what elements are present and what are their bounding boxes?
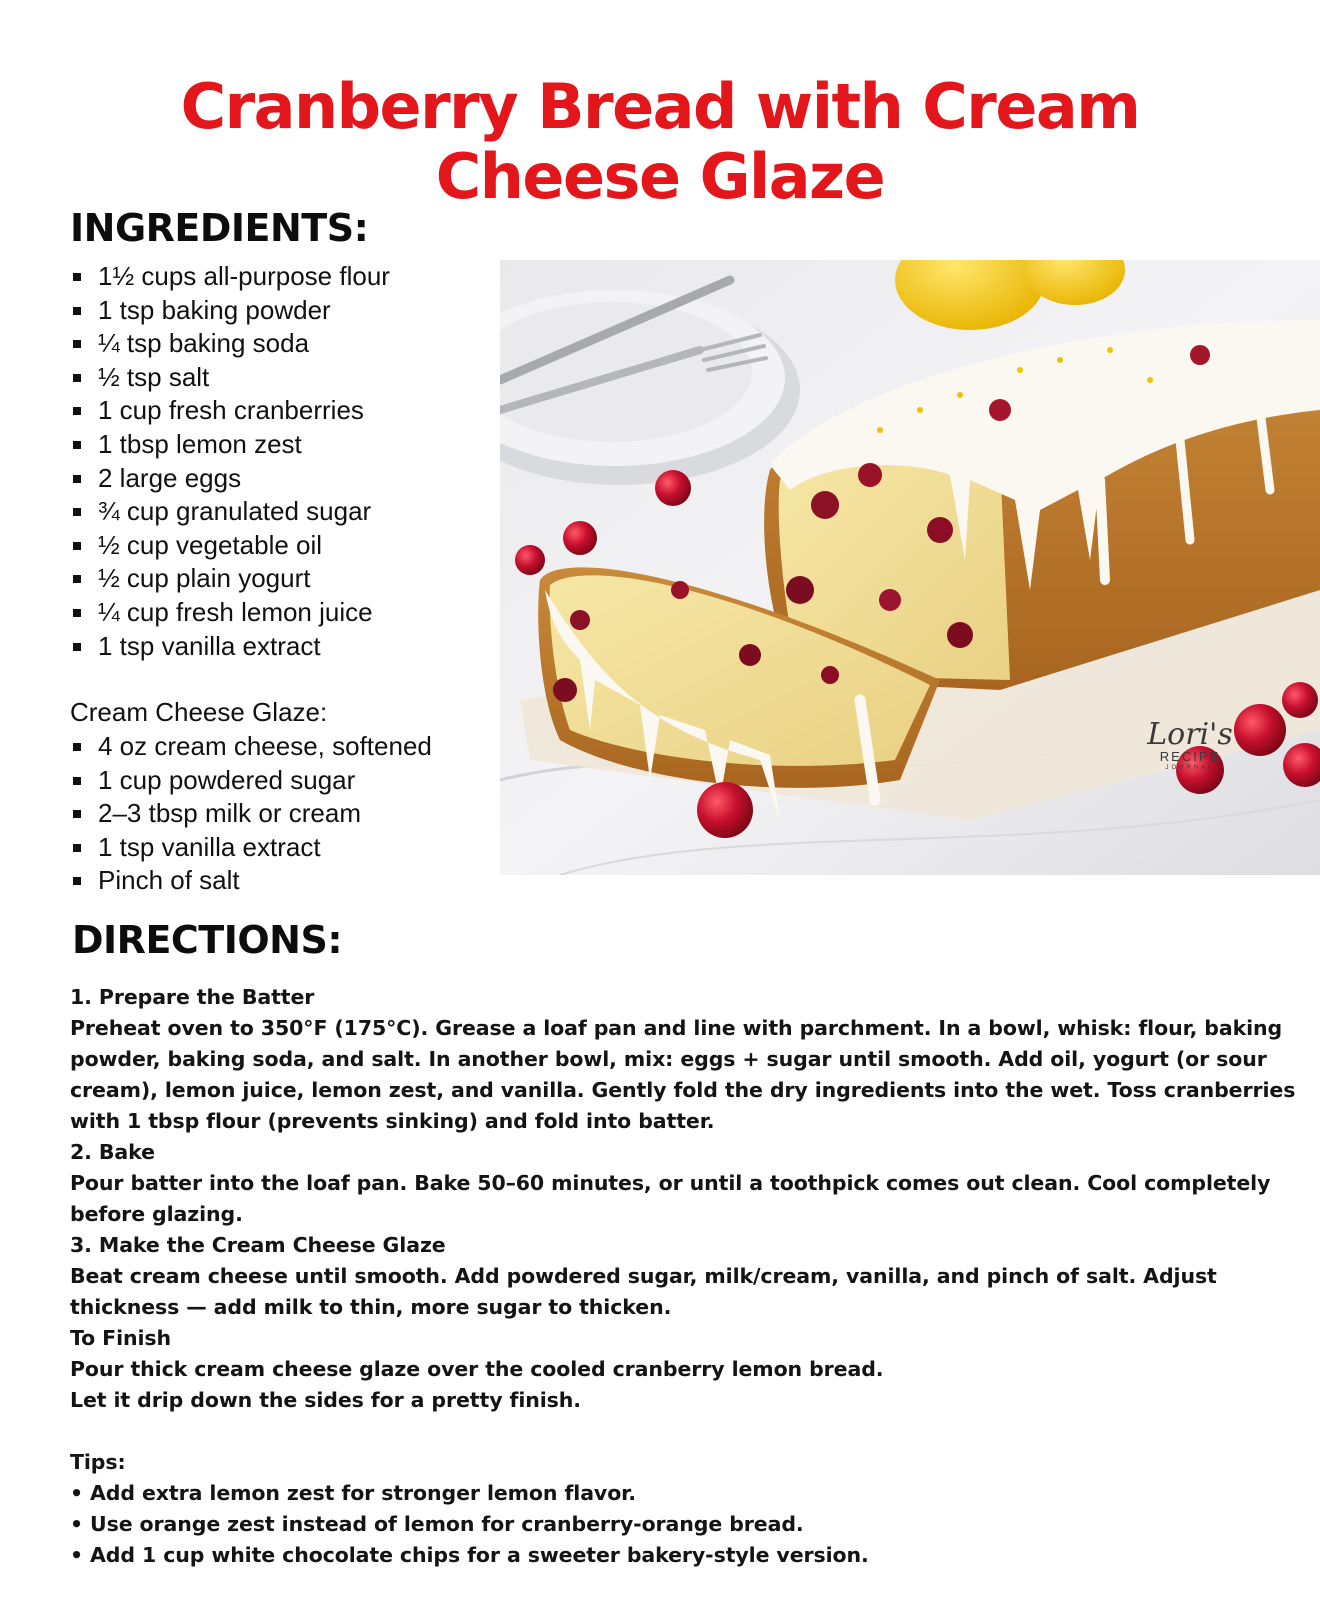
ingredient-item: 1 tsp baking powder — [70, 294, 390, 328]
directions-body — [70, 982, 1310, 1571]
ingredient-item: 2 large eggs — [70, 462, 390, 496]
glaze-ingredient-item: 4 oz cream cheese, softened — [70, 730, 432, 764]
finish-line: Let it drip down the sides for a pretty finish. — [70, 1388, 581, 1412]
ingredients-list — [70, 260, 390, 663]
ingredient-item: ½ cup vegetable oil — [70, 529, 390, 563]
step-title: 2. Bake — [70, 1140, 155, 1164]
tip-item: • Use orange zest instead of lemon for cranberry-orange bread. — [70, 1512, 804, 1536]
cranberry-bread-photo — [500, 260, 1320, 875]
step-title: 1. Prepare the Batter — [70, 985, 315, 1009]
spacer — [70, 1416, 1310, 1447]
glaze-ingredient-item: 2–3 tbsp milk or cream — [70, 797, 432, 831]
ingredient-item: 1 cup fresh cranberries — [70, 394, 390, 428]
watermark-tagline: JOURNAL — [1165, 765, 1215, 771]
ingredient-item: 1 tsp vanilla extract — [70, 630, 390, 664]
glaze-ingredients-list — [70, 730, 432, 898]
photo-illustration — [500, 260, 1320, 875]
step-text: Pour batter into the loaf pan. Bake 50–60 minutes, or until a toothpick comes out clean. Cool completely before glazing. — [70, 1171, 1271, 1226]
watermark-script: Lori's — [1147, 717, 1233, 752]
ingredients-heading: INGREDIENTS: — [70, 206, 369, 250]
watermark-subtitle: RECIPE — [1159, 749, 1221, 764]
glaze-ingredient-item: 1 cup powdered sugar — [70, 764, 432, 798]
tip-item: • Add extra lemon zest for stronger lemon flavor. — [70, 1481, 636, 1505]
finish-title: To Finish — [70, 1326, 172, 1350]
ingredient-item: ½ cup plain yogurt — [70, 562, 390, 596]
step-text: Preheat oven to 350°F (175°C). Grease a loaf pan and line with parchment. In a bowl, whisk: flour, baking powder, baking soda, and salt. In another bowl, mix: eggs + sugar until smooth. Add oil, yogurt (or sour cream), lemon juice, lemon zest, and vanilla. Gently fold the dry ingredients into the wet. Toss cranberries with 1 tbsp flour (prevents sinking) and fold into batter. — [70, 1016, 1296, 1133]
tips-title: Tips: — [70, 1450, 126, 1474]
ingredient-item: ¼ cup fresh lemon juice — [70, 596, 390, 630]
title-line-1: Cranberry Bread with Cream — [180, 70, 1140, 143]
directions-heading: DIRECTIONS: — [72, 918, 343, 962]
ingredient-item: 1 tbsp lemon zest — [70, 428, 390, 462]
ingredient-item: 1½ cups all-purpose flour — [70, 260, 390, 294]
brand-watermark — [1130, 717, 1250, 772]
ingredient-item: ½ tsp salt — [70, 361, 390, 395]
step-title: 3. Make the Cream Cheese Glaze — [70, 1233, 446, 1257]
step-text: Beat cream cheese until smooth. Add powdered sugar, milk/cream, vanilla, and pinch of salt. Adjust thickness — add milk to thin, more sugar to thicken. — [70, 1264, 1217, 1319]
ingredient-item: ¾ cup granulated sugar — [70, 495, 390, 529]
recipe-title — [80, 72, 1240, 212]
glaze-heading: Cream Cheese Glaze: — [70, 697, 328, 727]
tip-item: • Add 1 cup white chocolate chips for a sweeter bakery-style version. — [70, 1543, 869, 1567]
ingredient-item: ¼ tsp baking soda — [70, 327, 390, 361]
finish-line: Pour thick cream cheese glaze over the cooled cranberry lemon bread. — [70, 1357, 884, 1381]
title-line-2: Cheese Glaze — [435, 140, 885, 213]
glaze-ingredient-item: Pinch of salt — [70, 864, 432, 898]
glaze-ingredient-item: 1 tsp vanilla extract — [70, 831, 432, 865]
